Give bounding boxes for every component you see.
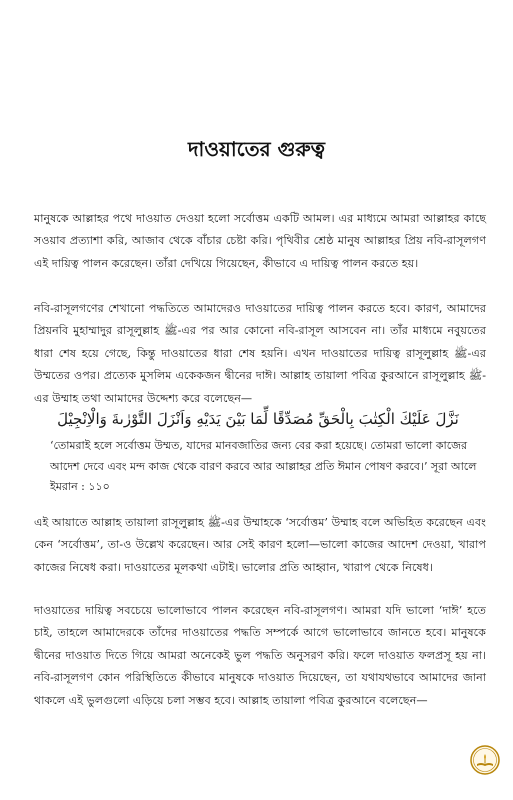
paragraph-3: এই আয়াতে আল্লাহ তায়ালা রাসূলুল্লাহ ﷺ-এর উম্মাহকে ‘সর্বোত্তম’ উম্মাহ বলে অভিহিত করেছেন এবং কেন ‘সর্বোত্তম’, তা-ও উল্লেখ করেছেন। আর সেই কারণ হলো—ভালো কাজের আদেশ দেওয়া, খারাপ কাজের নিষেধ করা। দাওয়াতের মূলকথা এটাই। ভালোর প্রতি আহ্বান, খারাপ থেকে নিষেধ। — [34, 516, 486, 574]
verse-translation-quote: ‘তোমরাই হলে সর্বোত্তম উম্মত, যাদের মানবজাতির জন্য বের করা হয়েছে। তোমরা ভালো কাজের আদেশ দেবে এবং মন্দ কাজ থেকে বারণ করবে আর আল্লাহর প্রতি ঈমান পোষণ করবে।’ সূরা আলে ইমরান : ১১০ — [50, 439, 477, 493]
paragraph-1: মানুষকে আল্লাহর পথে দাওয়াত দেওয়া হলো সর্বোত্তম একটি আমল। এর মাধ্যমে আমরা আল্লাহর কাছে সওয়াব প্রত্যাশা করি, আজাব থেকে বাঁচার চেষ্টা করি। পৃথিবীর শ্রেষ্ঠ মানুষ আল্লাহর প্রিয় নবি-রাসূলগণ এই দায়িত্ব পালন করেছেন। তাঁরা দেখিয়ে গিয়েছেন, কীভাবে এ দায়িত্ব পালন করতে হয়। — [34, 212, 486, 270]
arabic-verse: نَزَّلَ عَلَيْكَ الْكِتٰبَ بِالْحَقِّ مُصَدِّقًا لِّمَا بَيْنَ يَدَيْهِ وَاَنْزَلَ التَّوْرٰىةَ وَالْاِنْجِيْلَ — [57, 410, 459, 428]
paragraph-4: দাওয়াতের দায়িত্ব সবচেয়ে ভালোভাবে পালন করেছেন নবি-রাসূলগণ। আমরা যদি ভালো ‘দাঈ’ হতে চাই, তাহলে আমাদেরকে তাঁদের দাওয়াতের পদ্ধতি সম্পর্কে আগে ভালোভাবে জানতে হবে। মানুষকে দ্বীনের দাওয়াত দিতে গিয়ে আমরা অনেকেই ভুল পদ্ধতি অনুসরণ করি। ফলে দাওয়াত ফলপ্রসূ হয় না। নবি-রাসূলগণ কোন পরিস্থিতিতে কীভাবে মানুষকে দাওয়াত দিয়েছেন, তা যথাযথভাবে আমাদের জানা থাকলে এই ভুলগুলো এড়িয়ে চলা সম্ভব হবে। আল্লাহ তায়ালা পবিত্র কুরআনে বলেছেন— — [34, 604, 486, 707]
paragraph-2: নবি-রাসূলগণের শেখানো পদ্ধতিতে আমাদেরও দাওয়াতের দায়িত্ব পালন করতে হবে। কারণ, আমাদের প্রিয়নবি মুহাম্মাদুর রাসূলুল্লাহ ﷺ-এর পর আর কোনো নবি-রাসূল আসবেন না। তাঁর মাধ্যমে নবুয়তের ধারা শেষ হয়ে গেছে, কিন্তু দাওয়াতের ধারা শেষ হয়নি। এখন দাওয়াতের দায়িত্ব রাসূলুল্লাহ ﷺ-এর উম্মতের ওপর। প্রত্যেক মুসলিম একেকজন দ্বীনের দাঈ। আল্লাহ তায়ালা পবিত্র কুরআনে রাসূলুল্লাহ ﷺ-এর উম্মাহ তথা আমাদের উদ্দেশ্য করে বলেছেন— — [34, 302, 486, 405]
chapter-title: দাওয়াতের গুরুত্ব — [188, 137, 325, 161]
book-emblem-icon — [470, 745, 500, 775]
